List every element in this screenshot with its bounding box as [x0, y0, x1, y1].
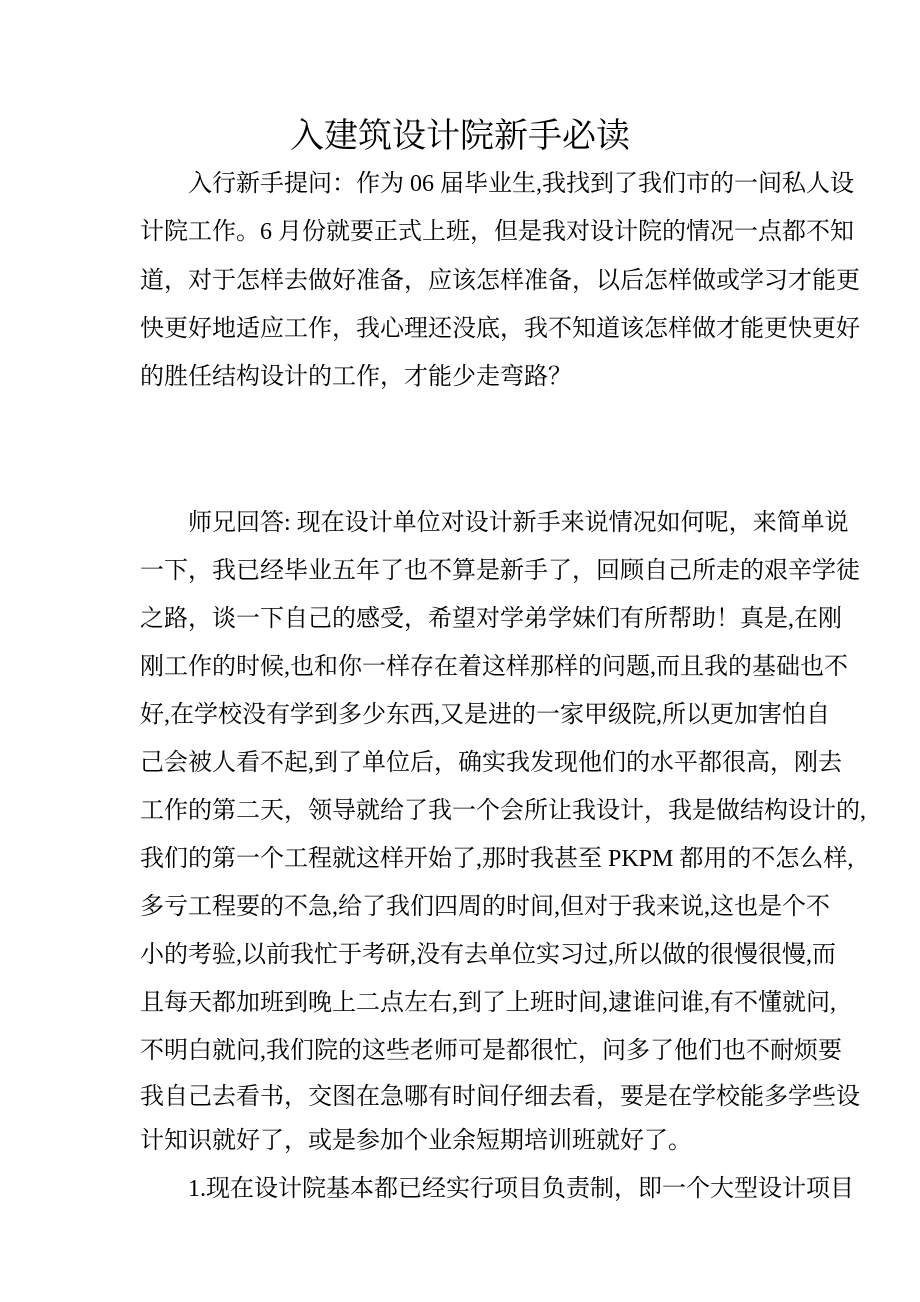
- text-line: 入行新手提问：作为 06 届毕业生,我找到了我们市的一间私人设: [188, 171, 854, 197]
- text-line: 刚工作的时候,也和你一样存在着这样那样的问题,而且我的基础也不: [140, 654, 848, 680]
- text-line: 计院工作。6 月份就要正式上班，但是我对设计院的情况一点都不知: [140, 219, 854, 245]
- text-line: 的胜任结构设计的工作，才能少走弯路？: [140, 364, 572, 390]
- text-line: 一下，我已经毕业五年了也不算是新手了，回顾自己所走的艰辛学徒: [140, 558, 860, 584]
- text-line: 我自己去看书，交图在急哪有时间仔细去看，要是在学校能多学些设: [140, 1084, 860, 1110]
- text-line: 多亏工程要的不急,给了我们四周的时间,但对于我来说,这也是个不: [140, 894, 830, 920]
- text-line: 且每天都加班到晚上二点左右,到了上班时间,逮谁问谁,有不懂就问,: [140, 990, 836, 1016]
- text-line: 师兄回答: 现在设计单位对设计新手来说情况如何呢，来简单说: [188, 510, 849, 536]
- text-line: 计知识就好了，或是参加个业余短期培训班就好了。: [140, 1128, 692, 1154]
- text-line: 之路，谈一下自己的感受，希望对学弟学妹们有所帮助！真是,在刚: [140, 606, 842, 632]
- text-line: 1.现在设计院基本都已经实行项目负责制，即一个大型设计项目: [188, 1176, 854, 1202]
- text-line: 己会被人看不起,到了单位后，确实我发现他们的水平都很高，刚去: [140, 750, 842, 776]
- text-line: 不明白就问,我们院的这些老师可是都很忙，问多了他们也不耐烦要: [140, 1038, 842, 1064]
- text-line: 工作的第二天，领导就给了我一个会所让我设计，我是做结构设计的,: [140, 798, 866, 824]
- text-line: 好,在学校没有学到多少东西,又是进的一家甲级院,所以更加害怕自: [140, 702, 830, 728]
- text-line: 小的考验,以前我忙于考研,没有去单位实习过,所以做的很慢很慢,而: [140, 942, 836, 968]
- text-line: 我们的第一个工程就这样开始了,那时我甚至 PKPM 都用的不怎么样,: [140, 846, 854, 872]
- text-line: 道，对于怎样去做好准备，应该怎样准备，以后怎样做或学习才能更: [140, 268, 860, 294]
- document-title: 入建筑设计院新手必读: [290, 118, 630, 155]
- text-line: 快更好地适应工作，我心理还没底，我不知道该怎样做才能更快更好: [140, 316, 860, 342]
